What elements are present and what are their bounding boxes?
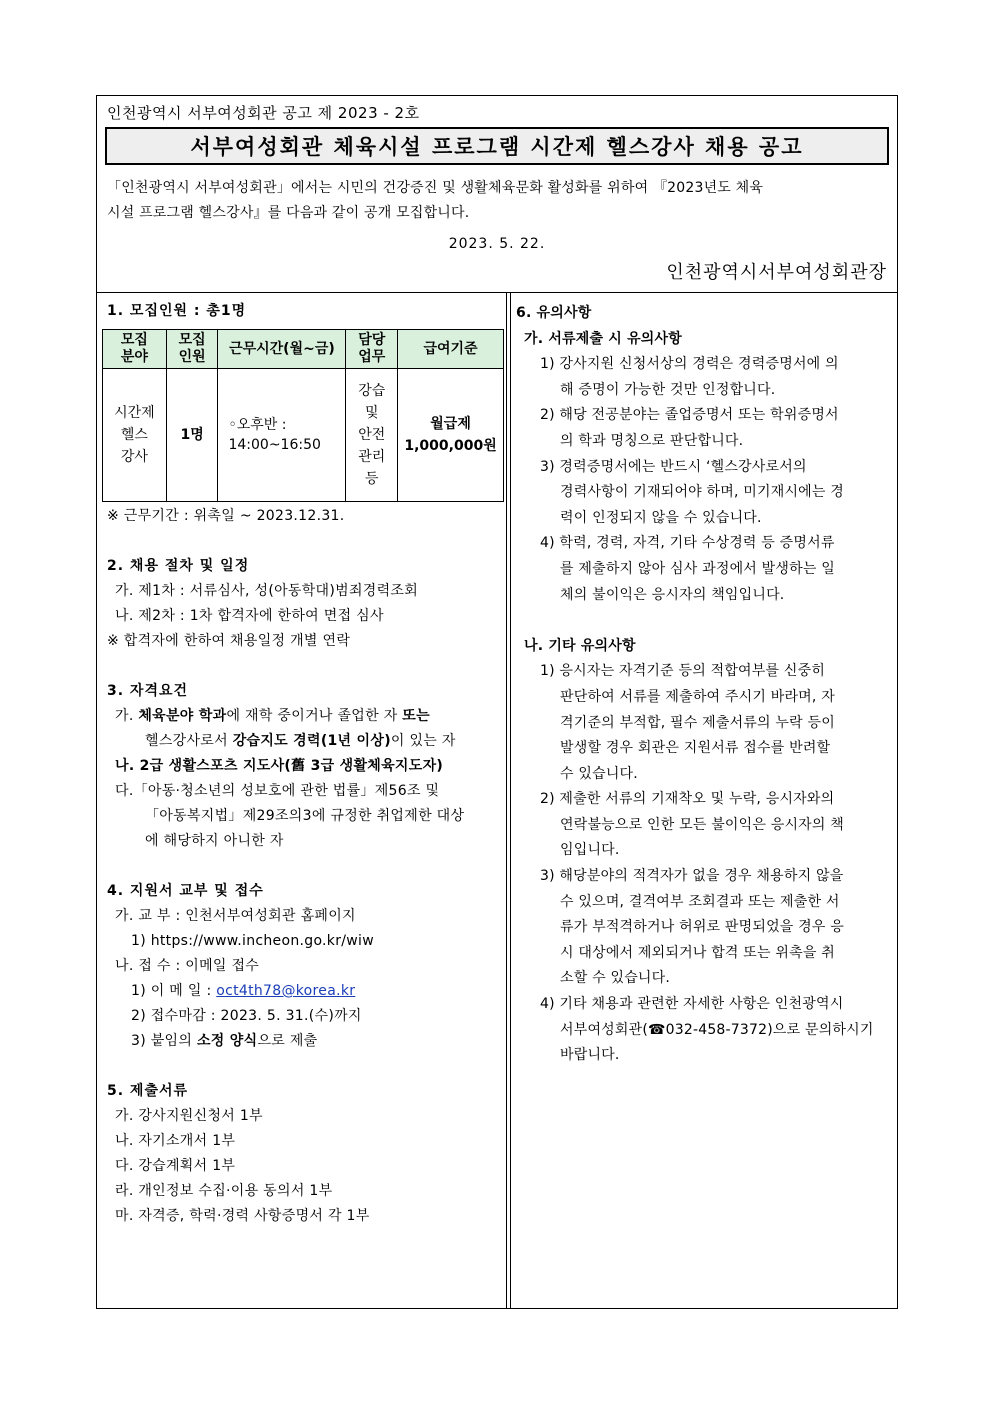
note-line: 4) 학력, 경력, 자격, 기타 수상경력 등 증명서류 <box>540 535 835 552</box>
list-item: 가. 교 부 : 인천서부여성회관 홈페이지 <box>115 908 356 924</box>
right-column <box>516 301 894 1069</box>
pay-type: 월급제 <box>430 416 471 432</box>
list-item: 라. 개인정보 수집·이용 동의서 1부 <box>115 1183 333 1199</box>
note-line: 류가 부적격하거나 허위로 판명되었을 경우 응 <box>560 919 845 936</box>
note-line: 1) 강사지원 신청서상의 경력은 경력증명서에 의 <box>540 356 839 373</box>
section-application-title: 4. 지원서 교부 및 접수 <box>107 883 264 899</box>
notes-submission-title: 가. 서류제출 시 유의사항 <box>524 330 682 347</box>
note-line: 해 증명이 가능한 것만 인정합니다. <box>560 381 776 398</box>
header-divider <box>97 292 897 293</box>
intro-line: 시설 프로그램 헬스강사』를 다음과 같이 공개 모집합니다. <box>107 205 470 221</box>
notes-other-title: 나. 기타 유의사항 <box>524 637 636 654</box>
section-notes-title: 6. 유의사항 <box>516 305 592 321</box>
section-process-title: 2. 채용 절차 및 일정 <box>107 558 250 574</box>
list-item: 에 해당하지 아니한 자 <box>145 833 284 849</box>
section-qualification-title: 3. 자격요건 <box>107 683 189 699</box>
hours-label: ◦오후반 : <box>228 417 287 433</box>
note-line: 수 있으며, 결격여부 조회결과 또는 제출한 서 <box>560 893 840 910</box>
list-item: 나. 접 수 : 이메일 접수 <box>115 958 260 974</box>
note-line: 시 대상에서 제외되거나 합격 또는 위촉을 취 <box>560 944 835 961</box>
intro-line: 「인천광역시 서부여성회관」에서는 시민의 건강증진 및 생활체육문화 활성화를 위하여 『2023년도 체육 <box>107 180 764 196</box>
list-item: 나. 자기소개서 1부 <box>115 1133 236 1149</box>
note-line: 서부여성회관(☎032-458-7372)으로 문의하시기 <box>560 1021 874 1038</box>
note-line: 2) 해당 전공분야는 졸업증명서 또는 학위증명서 <box>540 407 839 424</box>
column-divider <box>510 292 511 1308</box>
note-line: 2) 제출한 서류의 기재착오 및 누락, 응시자와의 <box>540 791 835 808</box>
table-row <box>103 369 504 502</box>
cell-hours <box>218 369 346 502</box>
cell-field: 시간제 헬스 강사 <box>103 369 167 502</box>
cell-pay <box>398 369 504 502</box>
list-item: 나. 2급 생활스포츠 지도사(舊 3급 생활체육지도자) <box>115 758 444 774</box>
note-line: 력이 인정되지 않을 수 있습니다. <box>560 509 762 526</box>
note-line: 3) 경력증명서에는 반드시 ‘헬스강사로서의 <box>540 458 807 475</box>
note-line: 3) 해당분야의 적격자가 없을 경우 채용하지 않을 <box>540 868 844 885</box>
notes-submission-list <box>516 352 894 608</box>
notice-frame <box>96 95 898 1309</box>
note-line: 소할 수 있습니다. <box>560 970 671 987</box>
table-header-row <box>103 330 504 369</box>
note-line: 연락불능으로 인한 모든 불이익은 응시자의 책 <box>560 816 845 833</box>
header-pay: 급여기준 <box>398 330 504 369</box>
section-documents-title: 5. 제출서류 <box>107 1083 189 1099</box>
issuer: 인천광역시서부여성회관장 <box>666 262 887 283</box>
note-line: 체의 불이익은 응시자의 책임입니다. <box>560 586 785 603</box>
note-line: 판단하여 서류를 제출하여 주시기 바라며, 자 <box>560 688 835 705</box>
note-line: 를 제출하지 않아 심사 과정에서 발생하는 일 <box>560 560 835 577</box>
pay-amount: 1,000,000원 <box>404 438 497 454</box>
column-divider <box>506 292 507 1308</box>
cell-count: 1명 <box>166 369 218 502</box>
header-hours: 근무시간(월~금) <box>218 330 346 369</box>
hours-value: 14:00~16:50 <box>228 437 321 453</box>
list-item: 다.「아동·청소년의 성보호에 관한 법률」제56조 및 <box>115 783 440 799</box>
list-item: 다. 강습계획서 1부 <box>115 1158 236 1174</box>
notice-number: 인천광역시 서부여성회관 공고 제 2023 - 2호 <box>107 104 420 122</box>
list-item: 「아동복지법」제29조의3에 규정한 취업제한 대상 <box>145 808 465 824</box>
list-item: 마. 자격증, 학력·경력 사항증명서 각 1부 <box>115 1208 370 1224</box>
work-period: ※ 근무기간 : 위촉일 ~ 2023.12.31. <box>107 508 345 524</box>
note-line: 의 학과 명칭으로 판단합니다. <box>560 432 744 449</box>
list-item: 1) 이 메 일 : oct4th78@korea.kr <box>131 983 356 999</box>
notice-title: 서부여성회관 체육시설 프로그램 시간제 헬스강사 채용 공고 <box>105 127 889 165</box>
header-duty: 담당 업무 <box>346 330 398 369</box>
note-line: 발생할 경우 회관은 지원서류 접수를 반려할 <box>560 740 831 757</box>
note-line: 격기준의 부적합, 필수 제출서류의 누락 등이 <box>560 714 835 731</box>
list-item: ※ 합격자에 한하여 채용일정 개별 연락 <box>107 633 351 649</box>
email-link[interactable]: oct4th78@korea.kr <box>216 983 356 999</box>
list-item: 나. 제2차 : 1차 합격자에 한하여 면접 심사 <box>115 608 384 624</box>
left-column <box>107 299 502 1229</box>
note-line: 수 있습니다. <box>560 765 638 782</box>
section-recruit-title: 1. 모집인원 : 총1명 <box>107 303 247 319</box>
list-item: 2) 접수마감 : 2023. 5. 31.(수)까지 <box>131 1008 362 1024</box>
cell-duty: 강습 및 안전 관리 등 <box>346 369 398 502</box>
list-item: 가. 제1차 : 서류심사, 성(아동학대)범죄경력조회 <box>115 583 419 599</box>
notes-other-list <box>516 659 894 1069</box>
list-item: 가. 강사지원신청서 1부 <box>115 1108 263 1124</box>
note-line: 4) 기타 채용과 관련한 자세한 사항은 인천광역시 <box>540 996 844 1013</box>
list-item: 헬스강사로서 강습지도 경력(1년 이상)이 있는 자 <box>145 733 456 749</box>
notice-date: 2023. 5. 22. <box>448 236 546 252</box>
list-item: 3) 붙임의 소정 양식으로 제출 <box>131 1033 318 1049</box>
intro-text <box>107 176 893 226</box>
recruit-table <box>102 329 504 502</box>
list-item: 가. 체육분야 학과에 재학 중이거나 졸업한 자 또는 <box>115 708 430 724</box>
note-line: 바랍니다. <box>560 1047 620 1064</box>
header-count: 모집 인원 <box>166 330 218 369</box>
header-field: 모집 분야 <box>103 330 167 369</box>
note-line: 1) 응시자는 자격기준 등의 적합여부를 신중히 <box>540 663 826 680</box>
note-line: 임입니다. <box>560 842 620 859</box>
note-line: 경력사항이 기재되어야 하며, 미기재시에는 경 <box>560 484 845 501</box>
homepage-url: 1) https://www.incheon.go.kr/wiw <box>131 933 374 949</box>
